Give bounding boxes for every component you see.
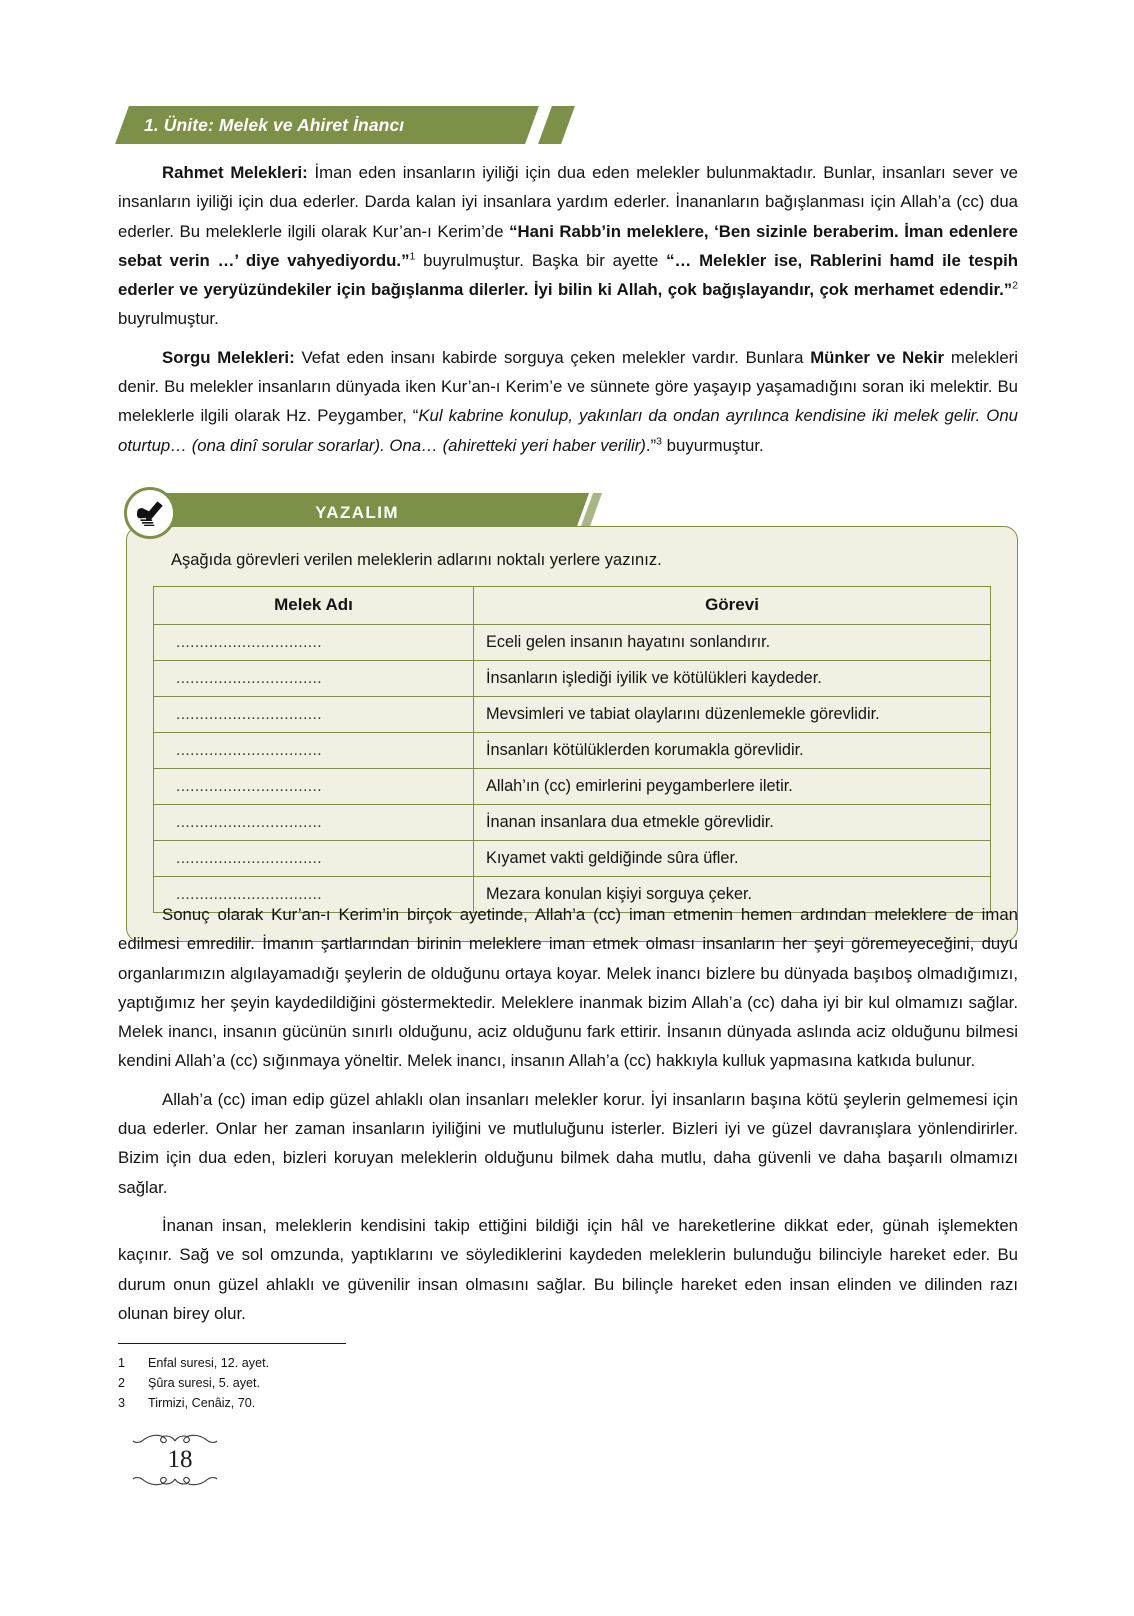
table-row xyxy=(154,625,991,661)
activity-content xyxy=(126,526,1018,942)
column-header-gorevi: Görevi xyxy=(474,587,991,625)
footnote-number: 3 xyxy=(118,1396,126,1410)
table-row xyxy=(154,769,991,805)
table-body xyxy=(154,625,991,913)
paragraph-inanan-insan: İnanan insan, meleklerin kendisini takip ettiğini bildiği için hâl ve hareketlerine dikkat eder, günah işlemekten kaçınır. Sağ ve sol omzunda, yaptıklarını ve söylediklerini kaydeden meleklerin bulunduğu bilinciyle hareket eder. Bu durum onun güzel ahlaklı ve güvenilir insan olmasını sağlar. Bu bilinçle hareket eden insan elinden ve dilinden razı olunan birey olur. xyxy=(118,1215,1018,1323)
melek-adi-blank[interactable]: ............................... xyxy=(154,877,474,913)
gorevi-cell: Mevsimleri ve tabiat olaylarını düzenlemekle görevlidir. xyxy=(474,697,991,733)
paragraph-allaha-iman-edip: Allah’a (cc) iman edip güzel ahlaklı olan insanları melekler korur. İyi insanların başına kötü şeylerin gelmemesi için dua ederler. Onlar her zaman insanların iyiliğini ve mutluluğunu isterler. Bizleri iyi ve güzel davranışlara yönlendirirler. Bizim için dua eden, bizleri koruyan meleklerin olduğunu bilmek daha mutlu, daha güvenli ve daha başarılı olmamızı sağlar. xyxy=(118,1089,1018,1197)
melek-table xyxy=(153,586,991,913)
gorevi-cell: Allah’ın (cc) emirlerini peygamberlere iletir. xyxy=(474,769,991,805)
flourish-top-icon xyxy=(120,1432,230,1446)
table-row xyxy=(154,733,991,769)
table-row xyxy=(154,661,991,697)
table-row xyxy=(154,697,991,733)
unit-title: 1. Ünite: Melek ve Ahiret İnancı xyxy=(144,114,405,135)
footnotes xyxy=(118,1343,578,1413)
footnote-rule xyxy=(118,1343,346,1344)
gorevi-cell: İnsanları kötülüklerden korumakla görevlidir. xyxy=(474,733,991,769)
unit-header-banner xyxy=(0,106,582,144)
melek-adi-blank[interactable]: ............................... xyxy=(154,805,474,841)
footnote-number: 2 xyxy=(118,1376,126,1390)
footnote-item xyxy=(118,1393,578,1413)
footnote-item xyxy=(118,1353,578,1373)
activity-label: YAZALIM xyxy=(315,502,399,522)
melek-adi-blank[interactable]: ............................... xyxy=(154,625,474,661)
table-row xyxy=(154,805,991,841)
paragraph-sorgu-melekleri: Sorgu Melekleri: Vefat eden insanı kabirde sorguya çeken melekler vardır. Bunlara Münker ve Nekir melekleri denir. Bu melekler insanların dünyada iken Kur’an-ı Kerim’e ve sünnete göre yaşayıp yaşamadığını soran iki melektir. Bu meleklerle ilgili olarak Hz. Peygamber, “Kul kabrine konulup, yakınları da ondan ayrılınca kendisine iki melek gelir. Onu oturtup… (ona dinî sorular sorarlar). Ona… (ahiretteki yeri haber verilir).”$^3$ buyurmuştur. xyxy=(118,347,1018,455)
table-header-row xyxy=(154,587,991,625)
melek-adi-blank[interactable]: ............................... xyxy=(154,769,474,805)
article-body-top xyxy=(118,158,1018,460)
melek-adi-blank[interactable]: ............................... xyxy=(154,733,474,769)
page-number-block xyxy=(120,1432,240,1488)
footnote-list xyxy=(118,1353,578,1413)
paragraph-sonuc-olarak: Sonuç olarak Kur’an-ı Kerim’in birçok ayetinde, Allah’a (cc) iman etmenin hemen ardından meleklere de iman edilmesi emredilir. İmanın şartlarından birinin meleklere iman etmek olması insanların her şeyi göremeyeceğini, duyu organlarımızın algılayamadığı şeylerin de olduğunu ortaya koyar. Melek inancı bizlere bu dünyada başıboş olmadığımızı, yaptığımız her şeyin kaydedildiğini göstermektedir. Meleklere inanmak bizim Allah’a (cc) daha iyi bir kul olmamızı sağlar. Melek inancı, insanın gücünün sınırlı olduğunu, aciz olduğunu fark ettirir. İnsanın dünyada aslında aciz olduğunu bilmesi kendini Allah’a (cc) sığınmaya yöneltir. Melek inancı, insanın Allah’a (cc) hakkıyla kulluk yapmasına katkıda bulunur. xyxy=(118,905,1018,1071)
activity-instruction: Aşağıda görevleri verilen meleklerin adlarını noktalı yerlere yazınız. xyxy=(171,551,662,569)
gorevi-cell: Mezara konulan kişiyi sorguya çeker. xyxy=(474,877,991,913)
melek-adi-blank[interactable]: ............................... xyxy=(154,661,474,697)
footnote-text: Enfal suresi, 12. ayet. xyxy=(148,1356,270,1370)
footnote-text: Şûra suresi, 5. ayet. xyxy=(148,1376,260,1390)
article-body-bottom xyxy=(118,900,1018,1328)
gorevi-cell: İnsanların işlediği iyilik ve kötülükleri kaydeder. xyxy=(474,661,991,697)
activity-box xyxy=(118,487,1018,942)
gorevi-cell: Eceli gelen insanın hayatını sonlandırır. xyxy=(474,625,991,661)
melek-adi-blank[interactable]: ............................... xyxy=(154,841,474,877)
table-row xyxy=(154,841,991,877)
column-header-melek-adi: Melek Adı xyxy=(154,587,474,625)
footnote-number: 1 xyxy=(118,1356,126,1370)
page-number: 18 xyxy=(167,1446,193,1473)
flourish-bottom-icon xyxy=(120,1474,230,1488)
gorevi-cell: İnanan insanlara dua etmekle görevlidir. xyxy=(474,805,991,841)
gorevi-cell: Kıyamet vakti geldiğinde sûra üfler. xyxy=(474,841,991,877)
footnote-text: Tirmizi, Cenâiz, 70. xyxy=(148,1396,256,1410)
banner-slash-right xyxy=(538,106,575,144)
footnote-item xyxy=(118,1373,578,1393)
writing-hand-icon xyxy=(124,487,176,539)
melek-adi-blank[interactable]: ............................... xyxy=(154,697,474,733)
paragraph-rahmet-melekleri: Rahmet Melekleri: İman eden insanların iyiliği için dua eden melekler bulunmaktadır. Bunlar, insanları sever ve insanların iyiliği için dua ederler. Darda kalan iyi insanlara yardım ederler. İnananların bağışlanması için Allah’a (cc) dua ederler. Bu meleklerle ilgili olarak Kur’an-ı Kerim’de “Hani Rabb’in meleklere, ‘Ben sizinle beraberim. İman edenlere sebat verin …’ diye vahyediyordu.”$^1$ buyrulmuştur. Başka bir ayette “… Melekler ise, Rablerini hamd ile tespih ederler ve yeryüzündekiler için bağışlanma dilerler. İyi bilin ki Allah, çok bağışlayandır, çok merhamet edendir.”$^2$ buyrulmuştur. xyxy=(118,163,1019,329)
